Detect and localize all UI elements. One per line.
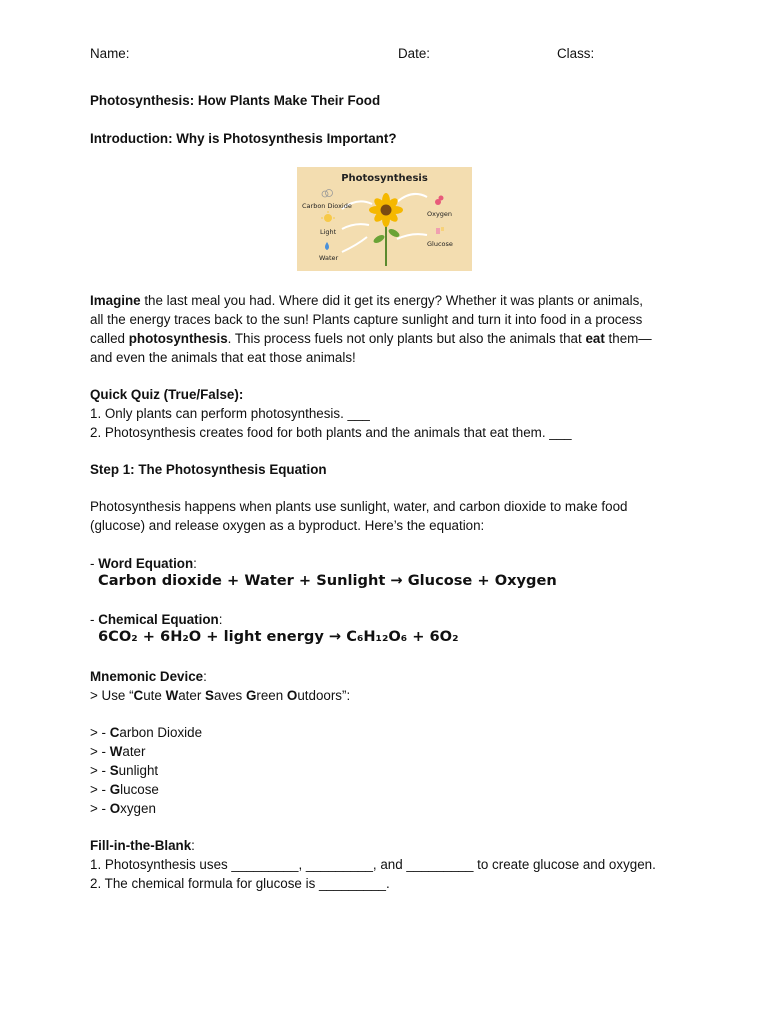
item-initial: C (109, 725, 120, 740)
intro-paragraph-line-4: and even the animals that eat those animals! (90, 350, 356, 365)
mnemonic-item (90, 799, 156, 818)
item-prefix: > - (90, 801, 110, 816)
phrase-word: ute (143, 688, 166, 703)
item-text: ater (122, 744, 146, 759)
phrase-word: utdoors (297, 688, 342, 703)
list-dash: - (90, 556, 99, 571)
mnemonic-item (90, 723, 202, 742)
mnemonic-item (90, 780, 159, 799)
step1-heading: Step 1: The Photosynthesis Equation (90, 462, 327, 477)
water-drop-icon (325, 242, 329, 250)
item-prefix: > - (90, 744, 110, 759)
quiz-question-1: 1. Only plants can perform photosynthesis. ___ (90, 406, 370, 421)
intro-paragraph-line-3 (90, 329, 652, 348)
item-initial: O (109, 801, 121, 816)
item-initial: S (109, 763, 119, 778)
colon: : (218, 612, 223, 627)
chemical-equation: 6CO₂ + 6H₂O + light energy → C₆H₁₂O₆ + 6O₂ (98, 628, 459, 645)
oxygen-icon (435, 196, 444, 206)
phrase-word: aves (213, 688, 246, 703)
label-carbon-dioxide: Carbon Dioxide (302, 202, 352, 210)
date-label: Date: (398, 46, 431, 61)
quiz-heading: Quick Quiz (True/False): (90, 387, 244, 402)
item-prefix: > - (90, 725, 110, 740)
name-label: Name: (90, 46, 130, 61)
intro-text: . This process fuels not only plants but also the animals that (227, 331, 586, 346)
mnemonic-phrase (90, 686, 350, 705)
mnemonic-item (90, 742, 145, 761)
phrase-initial: G (245, 688, 257, 703)
item-initial: G (109, 782, 121, 797)
emphasis-eat: eat (585, 331, 605, 346)
word-equation: Carbon dioxide + Water + Sunlight → Glucose + Oxygen (98, 572, 557, 589)
phrase-initial: S (205, 688, 214, 703)
colon: : (193, 556, 197, 571)
intro-text: them— (604, 331, 652, 346)
fill-blank-heading (90, 836, 195, 855)
intro-paragraph-line-1 (90, 291, 643, 310)
item-text: xygen (120, 801, 156, 816)
quiz-question-2: 2. Photosynthesis creates food for both plants and the animals that eat them. ___ (90, 425, 572, 440)
item-text: arbon Dioxide (119, 725, 203, 740)
list-dash: - (90, 612, 99, 627)
fill-blank-question-2: 2. The chemical formula for glucose is _________. (90, 876, 390, 891)
intro-text: called (90, 331, 129, 346)
item-prefix: > - (90, 763, 110, 778)
item-text: lucose (120, 782, 159, 797)
mnemonic-item (90, 761, 158, 780)
label-water: Water (319, 254, 339, 262)
phrase-initial: C (133, 688, 144, 703)
phrase-initial: W (165, 688, 179, 703)
item-prefix: > - (90, 782, 110, 797)
colon: : (203, 669, 207, 684)
class-label: Class: (557, 46, 595, 61)
sunflower-icon (369, 193, 403, 266)
emphasis-imagine: Imagine (90, 293, 141, 308)
photosynthesis-diagram (297, 167, 472, 271)
introduction-heading: Introduction: Why is Photosynthesis Important? (90, 131, 397, 146)
label-oxygen: Oxygen (427, 210, 453, 218)
fill-blank-question-1: 1. Photosynthesis uses _________, _________, and _________ to create glucose and oxygen. (90, 857, 656, 872)
phrase-word: ater (178, 688, 205, 703)
page-title: Photosynthesis: How Plants Make Their Food (90, 93, 381, 108)
word-equation-title: Word Equation (98, 556, 194, 571)
fill-blank-title: Fill-in-the-Blank (90, 838, 192, 853)
step1-paragraph-line-2: (glucose) and release oxygen as a byproduct. Here’s the equation: (90, 518, 485, 533)
item-text: unlight (118, 763, 159, 778)
step1-paragraph-line-1: Photosynthesis happens when plants use sunlight, water, and carbon dioxide to make food (90, 499, 628, 514)
cloud-icon (322, 190, 333, 198)
sun-icon (321, 211, 335, 222)
phrase-initial: O (286, 688, 298, 703)
mnemonic-title: Mnemonic Device (90, 669, 204, 684)
intro-text: the last meal you had. Where did it get its energy? Whether it was plants or animals, (140, 293, 644, 308)
mnemonic-heading (90, 667, 207, 686)
phrase-word: reen (256, 688, 287, 703)
glucose-icon (436, 227, 444, 234)
item-initial: W (109, 744, 123, 759)
label-light: Light (320, 228, 337, 236)
diagram-title: Photosynthesis (341, 173, 428, 184)
chemical-equation-title: Chemical Equation (98, 612, 219, 627)
phrase-prefix: > Use “ (90, 688, 134, 703)
emphasis-photosynthesis: photosynthesis (128, 331, 228, 346)
intro-paragraph-line-2: all the energy traces back to the sun! Plants capture sunlight and turn it into food in a process (90, 312, 643, 327)
colon: : (191, 838, 195, 853)
phrase-suffix: ”: (342, 688, 351, 703)
label-glucose: Glucose (427, 240, 453, 248)
output-arrow-icons (397, 194, 427, 239)
